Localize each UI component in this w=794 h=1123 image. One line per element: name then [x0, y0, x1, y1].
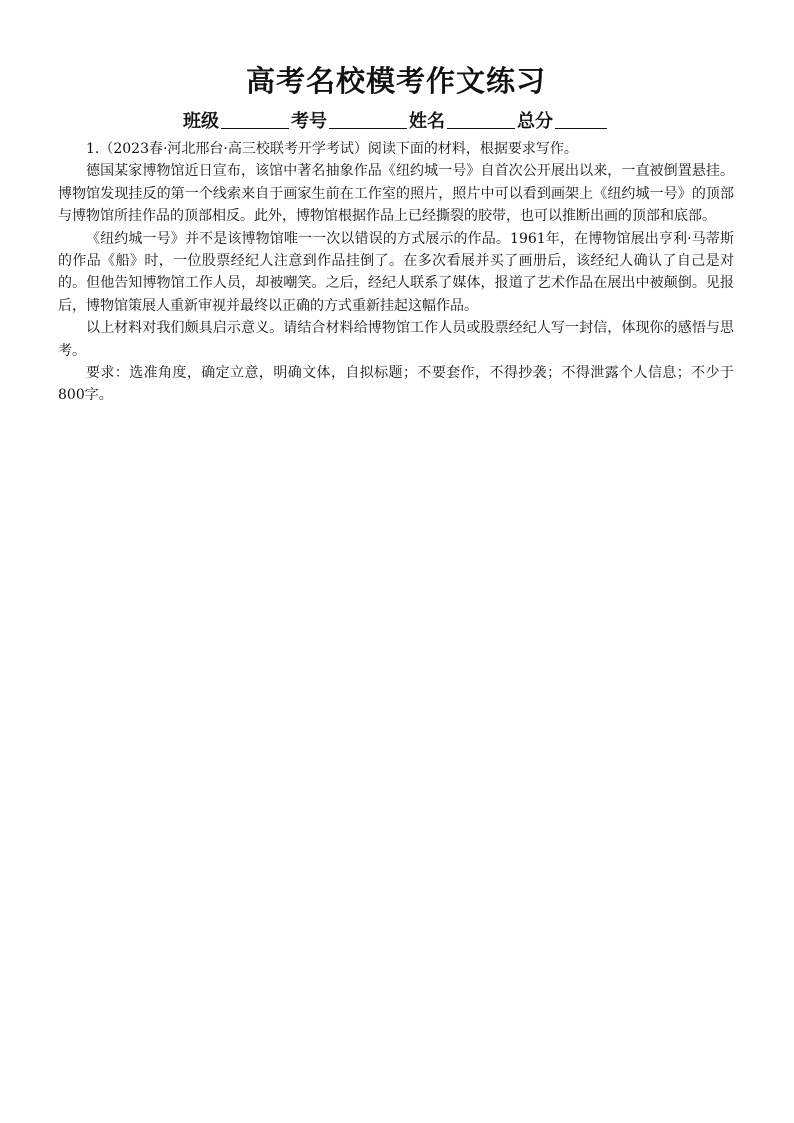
total-score-blank-field[interactable]: [555, 110, 607, 129]
document-title: 高考名校模考作文练习: [245, 64, 546, 98]
question-body: [58, 138, 734, 407]
exam-number-label: 考号: [291, 111, 327, 132]
requirements-paragraph: 要求：选准角度，确定立意，明确文体，自拟标题；不要套作，不得抄袭；不得泄露个人信息；不少于800字。: [58, 365, 734, 404]
material-paragraph-1: 德国某家博物馆近日宣布，该馆中著名抽象作品《纽约城一号》自首次公开展出以来，一直被倒置悬挂。博物馆发现挂反的第一个线索来自于画家生前在工作室的照片，照片中可以看到画架上《纽约城一号》的顶部与博物馆所挂作品的顶部相反。此外，博物馆根据作品上已经撕裂的胶带，也可以推断出画的顶部和底部。: [58, 163, 734, 225]
class-label: 班级: [183, 111, 219, 132]
total-score-label: 总分: [517, 111, 553, 132]
student-info-line: [58, 108, 734, 136]
name-label: 姓名: [409, 111, 445, 132]
class-blank-field[interactable]: [221, 110, 289, 129]
question-intro: 1.（2023春·河北邢台·高三校联考开学考试）阅读下面的材料，根据要求写作。: [86, 141, 578, 157]
document-page: [58, 58, 734, 407]
exam-number-blank-field[interactable]: [329, 110, 407, 129]
name-blank-field[interactable]: [447, 110, 515, 129]
prompt-paragraph: 以上材料对我们颇具启示意义。请结合材料给博物馆工作人员或股票经纪人写一封信，体现你的感悟与思考。: [58, 320, 734, 359]
material-paragraph-2: 《纽约城一号》并不是该博物馆唯一一次以错误的方式展示的作品。1961年，在博物馆展出亨利·马蒂斯的作品《船》时，一位股票经纪人注意到作品挂倒了。在多次看展并买了画册后，该经纪人确认了自己是对的。但他告知博物馆工作人员，却被嘲笑。之后，经纪人联系了媒体，报道了艺术作品在展出中被颠倒。见报后，博物馆策展人重新审视并最终以正确的方式重新挂起这幅作品。: [58, 230, 734, 314]
